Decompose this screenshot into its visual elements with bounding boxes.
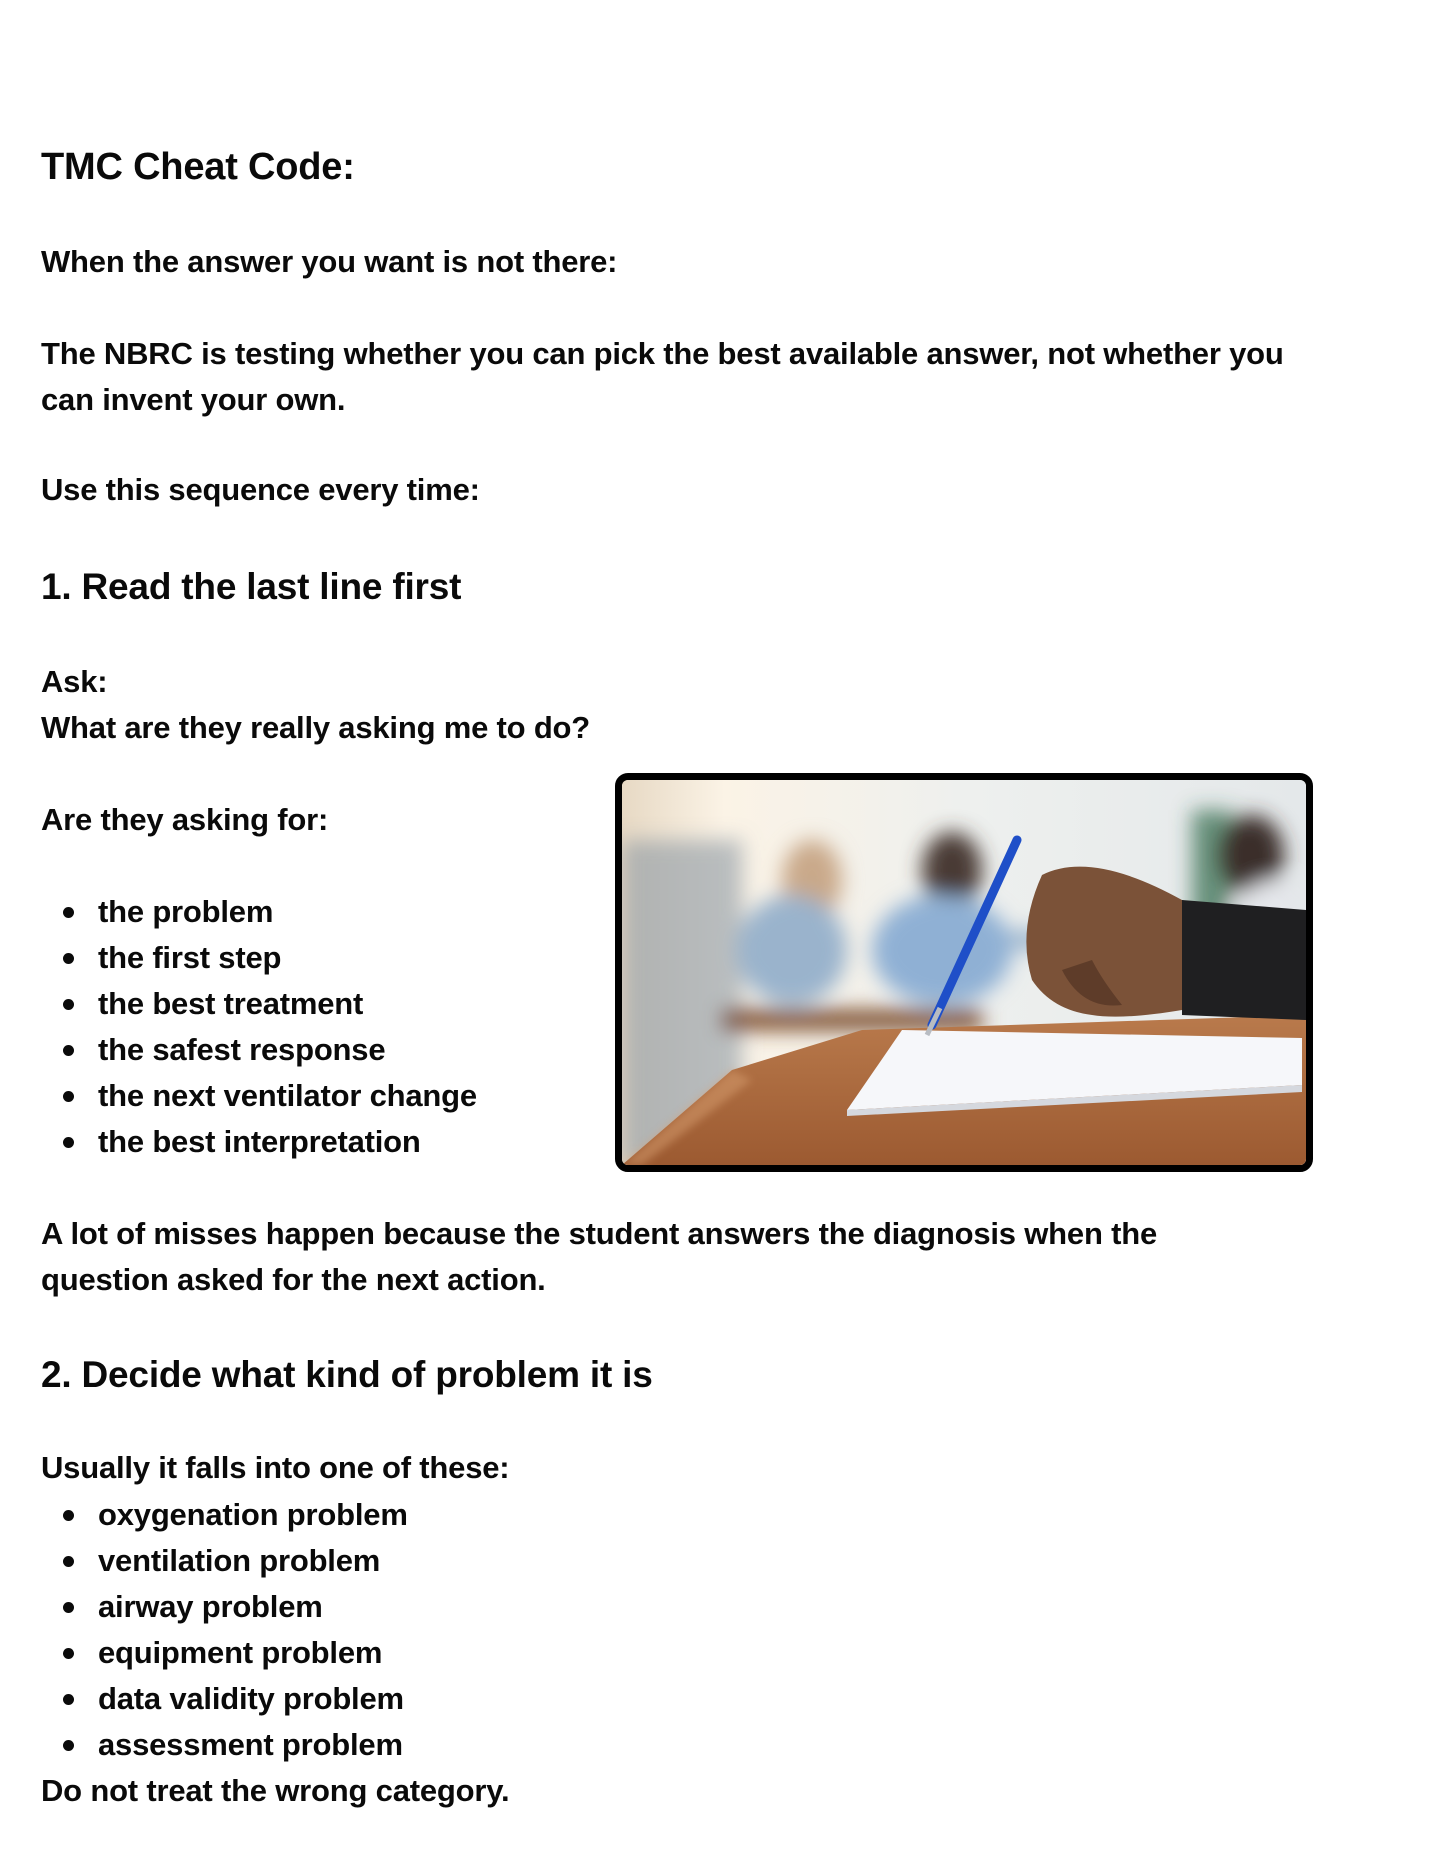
step2-closing: Do not treat the wrong category. [41, 1773, 510, 1808]
sequence-label: Use this sequence every time: [41, 472, 480, 507]
bullet-icon [63, 1510, 74, 1521]
step1-note-line-2: question asked for the next action. [41, 1262, 546, 1297]
intro-paragraph-line-1: The NBRC is testing whether you can pick the best available answer, not whether you [41, 336, 1284, 371]
list-item: the problem [41, 889, 477, 935]
asking-for-list [41, 889, 477, 1165]
ask-label: Ask: [41, 664, 108, 699]
list-item: assessment problem [41, 1722, 408, 1768]
bullet-icon [63, 907, 74, 918]
list-item: oxygenation problem [41, 1492, 408, 1538]
step1-note [41, 1211, 1157, 1303]
list-item: airway problem [41, 1584, 408, 1630]
page-title: TMC Cheat Code: [41, 146, 355, 188]
step1-heading: 1. Read the last line first [41, 566, 462, 607]
ask-question: What are they really asking me to do? [41, 710, 591, 745]
intro-paragraph [41, 331, 1284, 423]
bullet-icon [63, 953, 74, 964]
step2-intro: Usually it falls into one of these: [41, 1450, 510, 1485]
problem-category-list [41, 1492, 408, 1768]
photo-exam-writing-icon [622, 780, 1306, 1165]
bullet-icon [63, 1045, 74, 1056]
bullet-icon [63, 1648, 74, 1659]
step1-note-line-1: A lot of misses happen because the student answers the diagnosis when the [41, 1216, 1157, 1251]
asking-for-label: Are they asking for: [41, 802, 329, 837]
bullet-icon [63, 1091, 74, 1102]
bullet-icon [63, 1602, 74, 1613]
list-item: equipment problem [41, 1630, 408, 1676]
exam-photo [615, 773, 1313, 1172]
bullet-icon [63, 999, 74, 1010]
step2-heading: 2. Decide what kind of problem it is [41, 1354, 653, 1395]
list-item: the best interpretation [41, 1119, 477, 1165]
bullet-icon [63, 1556, 74, 1567]
list-item: the next ventilator change [41, 1073, 477, 1119]
bullet-icon [63, 1740, 74, 1751]
bullet-icon [63, 1137, 74, 1148]
list-item: the safest response [41, 1027, 477, 1073]
list-item: ventilation problem [41, 1538, 408, 1584]
list-item: the first step [41, 935, 477, 981]
list-item: the best treatment [41, 981, 477, 1027]
intro-paragraph-line-2: can invent your own. [41, 382, 346, 417]
list-item: data validity problem [41, 1676, 408, 1722]
ask-block [41, 659, 590, 751]
bullet-icon [63, 1694, 74, 1705]
intro-line: When the answer you want is not there: [41, 244, 618, 279]
